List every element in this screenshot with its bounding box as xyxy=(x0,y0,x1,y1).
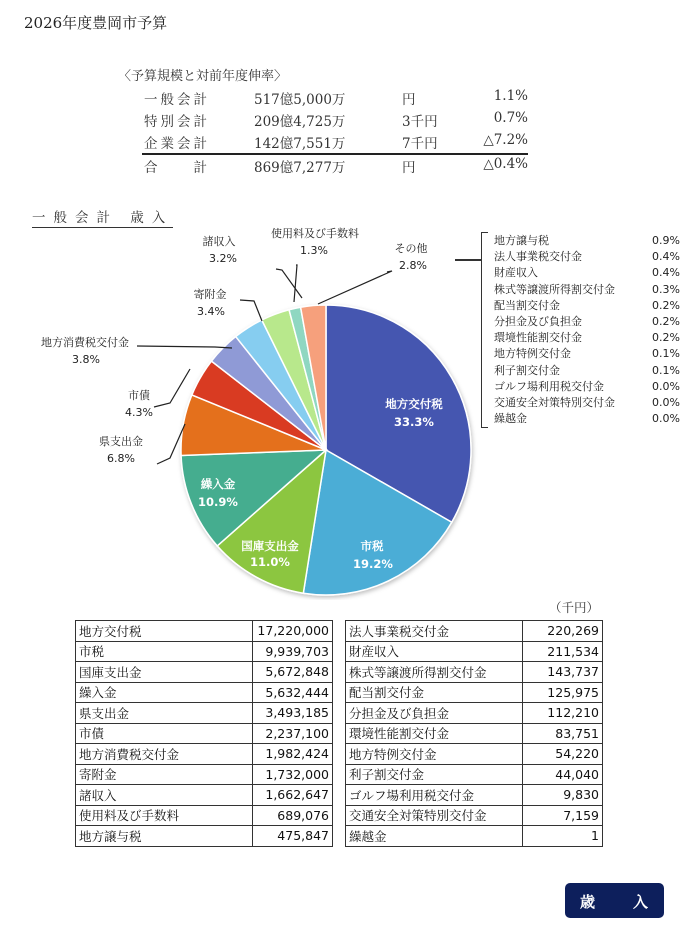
table-row xyxy=(346,621,603,642)
revenue-item-amount: 9,830 xyxy=(523,785,603,806)
revenue-item-amount: 220,269 xyxy=(523,621,603,642)
table-row xyxy=(76,826,333,847)
other-item-value: 0.0% xyxy=(652,395,680,409)
revenue-item-name: ゴルフ場利用税交付金 xyxy=(346,785,523,806)
other-item xyxy=(494,282,684,298)
slice-label: 地方交付税 xyxy=(385,397,443,411)
slice-label: 県支出金 xyxy=(99,435,143,448)
revenue-item-amount: 475,847 xyxy=(253,826,333,847)
other-item-value: 0.0% xyxy=(652,412,680,426)
revenue-item-amount: 5,632,444 xyxy=(253,682,333,703)
revenue-item-amount: 689,076 xyxy=(253,805,333,826)
table-row xyxy=(76,621,333,642)
revenue-item-name: 繰入金 xyxy=(76,682,253,703)
account-unit: 3千円 xyxy=(402,114,438,130)
other-item xyxy=(494,379,684,395)
table-row xyxy=(76,744,333,765)
other-item-value: 0.4% xyxy=(652,250,680,264)
slice-pct: 3.4% xyxy=(197,305,225,318)
account-unit: 円 xyxy=(402,92,416,108)
revenue-item-amount: 3,493,185 xyxy=(253,703,333,724)
other-item-value: 0.9% xyxy=(652,234,680,247)
other-item xyxy=(494,314,684,330)
table-row xyxy=(346,785,603,806)
account-amount: 869億7,277万 xyxy=(254,160,346,176)
other-item-label: 地方譲与税 xyxy=(494,234,549,247)
other-item xyxy=(494,298,684,314)
budget-scale-row xyxy=(144,110,528,130)
other-item-label: 地方特例交付金 xyxy=(494,347,571,361)
other-item xyxy=(494,330,684,346)
other-item-value: 0.0% xyxy=(652,379,680,393)
other-breakdown-list xyxy=(494,233,684,427)
revenue-item-amount: 44,040 xyxy=(523,764,603,785)
table-row xyxy=(76,682,333,703)
other-item-label: 環境性能割交付金 xyxy=(494,331,582,345)
slice-pct: 33.3% xyxy=(394,415,434,429)
account-amount: 142億7,551万 xyxy=(254,136,346,152)
account-label: 一般会計 xyxy=(144,92,210,108)
nav-button-char: 歳 xyxy=(580,893,596,911)
slice-label: 市税 xyxy=(360,539,384,553)
slice-pct: 3.8% xyxy=(72,353,100,366)
revenue-item-amount: 2,237,100 xyxy=(253,723,333,744)
revenue-item-name: 地方消費税交付金 xyxy=(76,744,253,765)
revenue-item-name: 地方譲与税 xyxy=(76,826,253,847)
revenue-item-name: 県支出金 xyxy=(76,703,253,724)
other-item xyxy=(494,265,684,281)
account-label: 特別会計 xyxy=(144,114,210,130)
other-item xyxy=(494,395,684,411)
account-unit: 7千円 xyxy=(402,136,438,152)
table-row xyxy=(76,641,333,662)
account-rate: △7.2% xyxy=(483,132,528,148)
table-row xyxy=(76,723,333,744)
revenue-item-amount: 17,220,000 xyxy=(253,621,333,642)
other-item-value: 0.2% xyxy=(652,314,680,328)
table-row xyxy=(346,826,603,847)
other-item xyxy=(494,411,684,427)
revenue-item-amount: 1,732,000 xyxy=(253,764,333,785)
revenue-item-name: 財産収入 xyxy=(346,641,523,662)
revenue-item-amount: 7,159 xyxy=(523,805,603,826)
account-rate: △0.4% xyxy=(483,156,528,172)
table-row xyxy=(76,805,333,826)
revenue-nav-button[interactable] xyxy=(565,883,664,918)
table-row xyxy=(76,785,333,806)
revenue-item-amount: 54,220 xyxy=(523,744,603,765)
revenue-item-amount: 1 xyxy=(523,826,603,847)
section-title: 一般会計 歳入 xyxy=(32,206,173,228)
slice-label: 地方消費税交付金 xyxy=(41,336,129,349)
slice-pct: 1.3% xyxy=(300,244,328,257)
slice-pct: 19.2% xyxy=(353,557,393,571)
other-item-label: 交通安全対策特別交付金 xyxy=(494,395,615,409)
table-row xyxy=(346,662,603,683)
revenue-item-amount: 112,210 xyxy=(523,703,603,724)
budget-scale-heading: 〈予算規模と対前年度伸率〉 xyxy=(118,69,288,84)
slice-label: 市債 xyxy=(128,389,150,402)
other-item-label: 分担金及び負担金 xyxy=(494,314,582,328)
account-unit: 円 xyxy=(402,160,416,176)
slice-pct: 3.2% xyxy=(209,252,237,265)
budget-scale-row xyxy=(144,132,528,152)
revenue-item-amount: 1,982,424 xyxy=(253,744,333,765)
budget-scale-row xyxy=(144,88,528,108)
revenue-item-amount: 1,662,647 xyxy=(253,785,333,806)
other-item-label: 利子割交付金 xyxy=(494,363,560,377)
revenue-table-right xyxy=(345,620,603,847)
other-item-value: 0.2% xyxy=(652,331,680,345)
account-rate: 1.1% xyxy=(493,88,528,104)
other-item-label: ゴルフ場利用税交付金 xyxy=(494,379,604,393)
revenue-item-name: 地方交付税 xyxy=(76,621,253,642)
other-item-label: 繰越金 xyxy=(494,412,527,426)
other-item-value: 0.1% xyxy=(652,347,680,361)
other-item xyxy=(494,363,684,379)
slice-pct: 2.8% xyxy=(399,259,427,272)
revenue-item-name: 株式等譲渡所得割交付金 xyxy=(346,662,523,683)
other-item xyxy=(494,346,684,362)
other-item-value: 0.1% xyxy=(652,363,680,377)
slice-label: 国庫支出金 xyxy=(241,539,299,553)
table-row xyxy=(76,703,333,724)
revenue-item-name: 交通安全対策特別交付金 xyxy=(346,805,523,826)
table-row xyxy=(346,805,603,826)
table-row xyxy=(346,744,603,765)
account-rate: 0.7% xyxy=(493,110,528,126)
revenue-item-name: 分担金及び負担金 xyxy=(346,703,523,724)
slice-label: その他 xyxy=(394,242,428,255)
account-amount: 209億4,725万 xyxy=(254,114,346,130)
revenue-item-name: 環境性能割交付金 xyxy=(346,723,523,744)
table-row xyxy=(76,764,333,785)
revenue-item-name: 利子割交付金 xyxy=(346,764,523,785)
table-row xyxy=(346,723,603,744)
slice-pct: 10.9% xyxy=(198,495,238,509)
other-item-label: 財産収入 xyxy=(494,266,538,280)
revenue-item-amount: 83,751 xyxy=(523,723,603,744)
page-title: 2026年度豊岡市予算 xyxy=(24,14,168,32)
other-item-label: 配当割交付金 xyxy=(494,298,560,312)
revenue-item-amount: 9,939,703 xyxy=(253,641,333,662)
revenue-item-name: 市債 xyxy=(76,723,253,744)
other-item-label: 株式等譲渡所得割交付金 xyxy=(494,282,615,296)
revenue-item-name: 法人事業税交付金 xyxy=(346,621,523,642)
account-label: 合 計 xyxy=(144,160,210,176)
table-row xyxy=(346,703,603,724)
table-row xyxy=(346,764,603,785)
table-row xyxy=(346,682,603,703)
revenue-item-amount: 143,737 xyxy=(523,662,603,683)
other-item-value: 0.4% xyxy=(652,266,680,280)
other-item-label: 法人事業税交付金 xyxy=(494,250,582,264)
slice-label: 諸収入 xyxy=(202,235,236,248)
slice-label: 寄附金 xyxy=(193,288,227,301)
other-item xyxy=(494,233,684,249)
revenue-item-name: 配当割交付金 xyxy=(346,682,523,703)
total-divider xyxy=(142,153,528,155)
revenue-item-amount: 125,975 xyxy=(523,682,603,703)
other-bracket xyxy=(481,232,488,428)
slice-pct: 11.0% xyxy=(250,555,290,569)
revenue-item-name: 繰越金 xyxy=(346,826,523,847)
revenue-item-name: 市税 xyxy=(76,641,253,662)
revenue-item-amount: 211,534 xyxy=(523,641,603,662)
revenue-item-name: 使用料及び手数料 xyxy=(76,805,253,826)
other-bracket-link xyxy=(455,259,482,261)
slice-pct: 6.8% xyxy=(107,452,135,465)
account-amount: 517億5,000万 xyxy=(254,92,346,108)
slice-label: 繰入金 xyxy=(200,477,236,491)
revenue-item-name: 諸収入 xyxy=(76,785,253,806)
slice-label: 使用料及び手数料 xyxy=(271,227,359,240)
revenue-item-name: 寄附金 xyxy=(76,764,253,785)
nav-button-char: 入 xyxy=(632,893,648,911)
revenue-item-name: 国庫支出金 xyxy=(76,662,253,683)
unit-label: （千円） xyxy=(549,600,600,615)
other-item xyxy=(494,249,684,265)
table-row xyxy=(346,641,603,662)
account-label: 企業会計 xyxy=(144,136,210,152)
pie-slices xyxy=(181,305,471,595)
revenue-table-left xyxy=(75,620,333,847)
revenue-item-name: 地方特例交付金 xyxy=(346,744,523,765)
budget-scale-total-row xyxy=(144,156,528,176)
other-item-value: 0.2% xyxy=(652,298,680,312)
slice-pct: 4.3% xyxy=(125,406,153,419)
table-row xyxy=(76,662,333,683)
other-item-value: 0.3% xyxy=(652,282,680,296)
revenue-item-amount: 5,672,848 xyxy=(253,662,333,683)
